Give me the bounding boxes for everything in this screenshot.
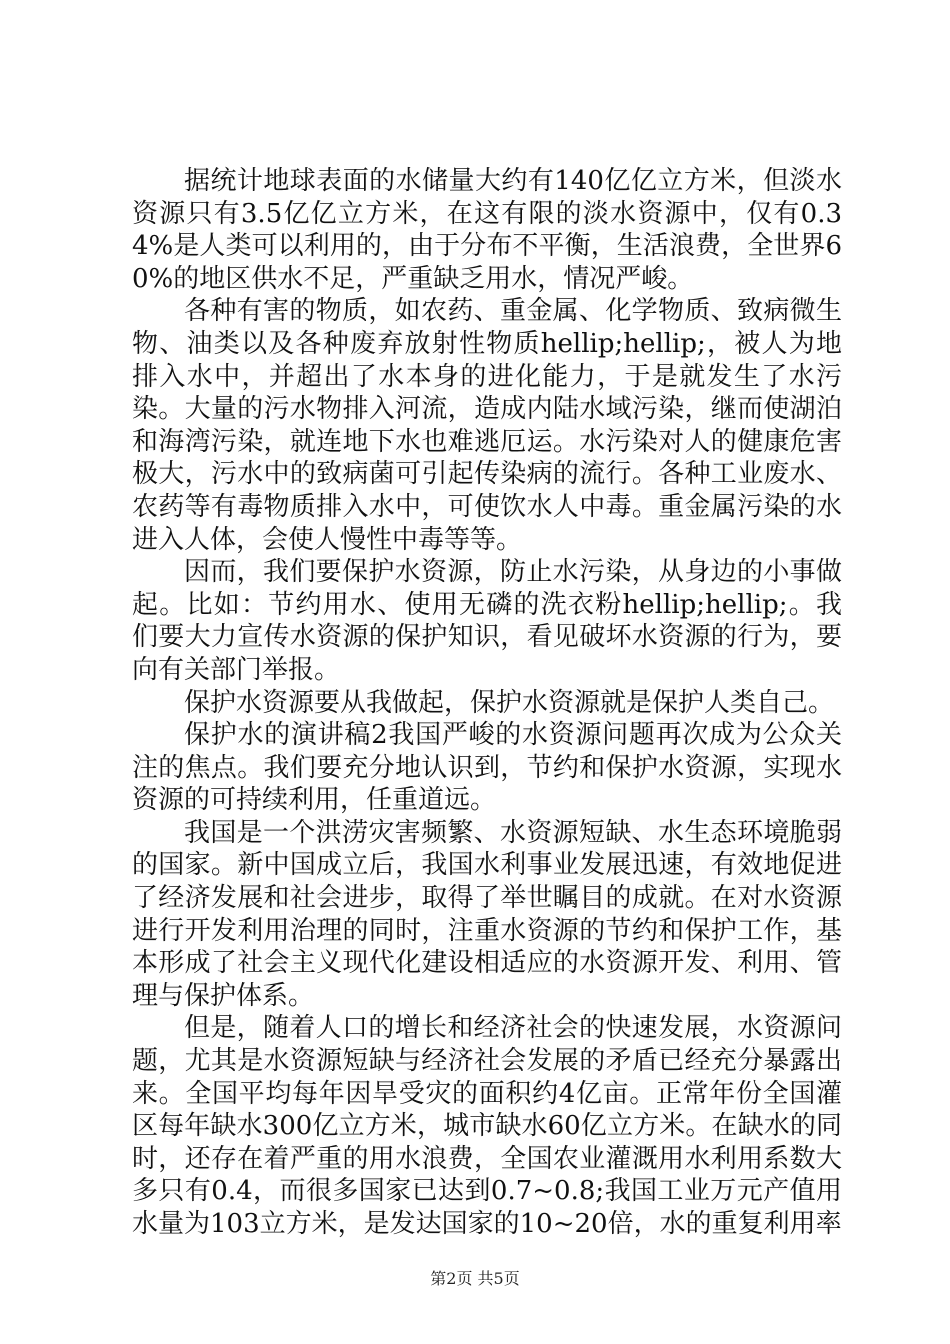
paragraph-protect-water: 因而，我们要保护水资源，防止水污染，从身边的小事做起。比如：节约用水、使用无磷的洗衣粉hellip;hellip;。我们要大力宣传水资源的保护知识，看见破坏水资源的行为，要向有关部门举报。 [132,557,842,685]
paragraph-water-shortage: 但是，随着人口的增长和经济社会的快速发展，水资源问题，尤其是水资源短缺与经济社会发展的矛盾已经充分暴露出来。全国平均每年因旱受灾的面积约4亿亩。正常年份全国灌区每年缺水300亿立方米，城市缺水60亿立方米。在缺水的同时，还存在着严重的用水浪费，全国农业灌溉用水利用系数大多只有0.4，而很多国家已达到0.7~0.8;我国工业万元产值用水量为103立方米，是发达国家的10~20倍，水的重复利用率 [132,1013,842,1239]
paragraph-water-statistics: 据统计地球表面的水储量大约有140亿亿立方米，但淡水资源只有3.5亿亿立方米，在这有限的淡水资源中，仅有0.34%是人类可以利用的，由于分布不平衡，生活浪费，全世界60%的地区供水不足，严重缺乏用水，情况严峻。 [132,166,842,294]
paragraph-country-overview: 我国是一个洪涝灾害频繁、水资源短缺、水生态环境脆弱的国家。新中国成立后，我国水利事业发展迅速，有效地促进了经济发展和社会进步，取得了举世瞩目的成就。在对水资源进行开发利用治理的同时，注重水资源的节约和保护工作，基本形成了社会主义现代化建设相适应的水资源开发、利用、管理与保护体系。 [132,817,842,1011]
paragraph-speech-2: 保护水的演讲稿2我国严峻的水资源问题再次成为公众关注的焦点。我们要充分地认识到，节约和保护水资源，实现水资源的可持续利用，任重道远。 [132,720,842,816]
paragraph-water-pollution: 各种有害的物质，如农药、重金属、化学物质、致病微生物、油类以及各种废弃放射性物质hellip;hellip;，被人为地排入水中，并超出了水本身的进化能力，于是就发生了水污染。大量的污水物排入河流，造成内陆水域污染，继而使湖泊和海湾污染，就连地下水也难逃厄运。水污染对人的健康危害极大，污水中的致病菌可引起传染病的流行。各种工业废水、农药等有毒物质排入水中，可使饮水人中毒。重金属污染的水进入人体，会使人慢性中毒等等。 [132,296,842,555]
paragraph-start-with-me: 保护水资源要从我做起，保护水资源就是保护人类自己。 [184,687,835,718]
page-footer: 第2页 共5页 [430,1269,520,1288]
document-body [132,165,842,1241]
